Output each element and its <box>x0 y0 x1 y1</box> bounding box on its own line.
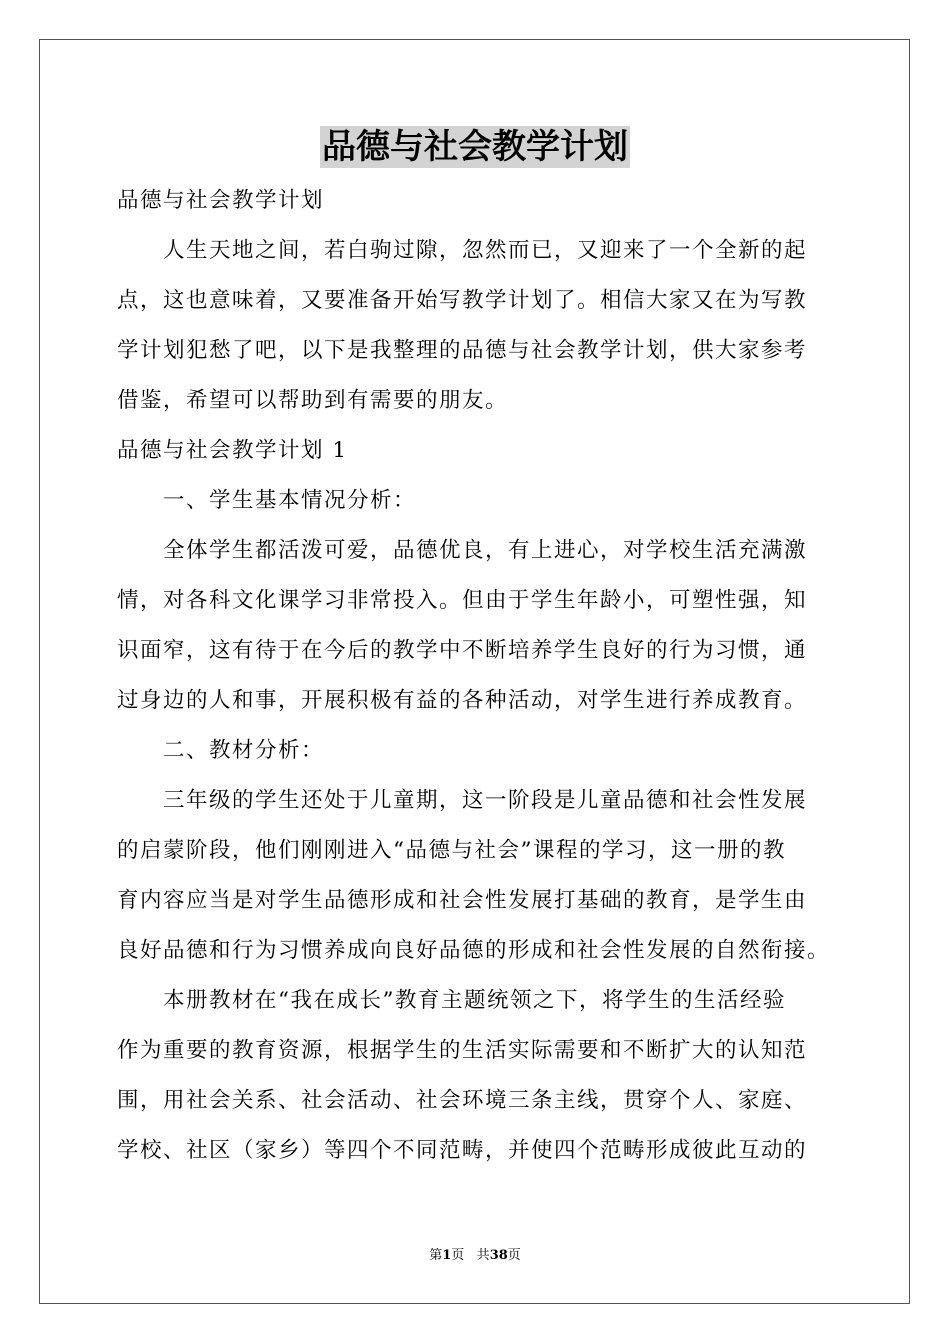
text-line: 品德与社会教学计划 <box>117 188 325 213</box>
current-page-number: 1 <box>442 1248 452 1263</box>
footer-page-suffix: 页 <box>451 1248 465 1263</box>
text-line: 的启蒙阶段，他们刚刚进入“品德与社会”课程的学习，这一册的教 <box>117 838 786 863</box>
text-line: 本册教材在“我在成长”教育主题统领之下，将学生的生活经验 <box>163 988 786 1013</box>
footer-total-suffix: 页 <box>507 1248 521 1263</box>
text-line: 情，对各科文化课学习非常投入。但由于学生年龄小，可塑性强，知 <box>117 588 808 613</box>
footer-total-prefix: 共 <box>476 1248 490 1263</box>
text-line: 育内容应当是对学生品德形成和社会性发展打基础的教育，是学生由 <box>117 888 808 913</box>
text-line: 作为重要的教育资源，根据学生的生活实际需要和不断扩大的认知范 <box>117 1038 808 1063</box>
text-line: 识面窄，这有待于在今后的教学中不断培养学生良好的行为习惯，通 <box>117 638 808 663</box>
text-line: 借鉴，希望可以帮助到有需要的朋友。 <box>117 388 509 413</box>
text-line: 三年级的学生还处于儿童期，这一阶段是儿童品德和社会性发展 <box>163 788 808 813</box>
text-line: 围，用社会关系、社会活动、社会环境三条主线，贯穿个人、家庭、 <box>117 1088 808 1113</box>
text-line: 过身边的人和事，开展积极有益的各种活动，对学生进行养成教育。 <box>117 688 808 713</box>
text-line: 学计划犯愁了吧，以下是我整理的品德与社会教学计划，供大家参考 <box>117 338 808 363</box>
text-line: 二、教材分析： <box>163 738 325 763</box>
document-title: 品德与社会教学计划 <box>322 127 628 167</box>
text-line: 品德与社会教学计划 1 <box>117 438 348 463</box>
text-line: 点，这也意味着，又要准备开始写教学计划了。相信大家又在为写教 <box>117 288 808 313</box>
title-wrap <box>0 126 950 168</box>
text-line: 良好品德和行为习惯养成向良好品德的形成和社会性发展的自然衔接。 <box>117 938 831 963</box>
text-line: 人生天地之间，若白驹过隙，忽然而已，又迎来了一个全新的起 <box>163 238 808 263</box>
page-footer <box>0 1244 950 1263</box>
document-body <box>117 176 857 1176</box>
text-line: 学校、社区（家乡）等四个不同范畴，并使四个范畴形成彼此互动的 <box>117 1138 808 1163</box>
text-line: 全体学生都活泼可爱，品德优良，有上进心，对学校生活充满激 <box>163 538 808 563</box>
footer-prefix: 第 <box>429 1248 443 1263</box>
text-line: 一、学生基本情况分析： <box>163 488 417 513</box>
total-page-count: 38 <box>489 1248 508 1263</box>
